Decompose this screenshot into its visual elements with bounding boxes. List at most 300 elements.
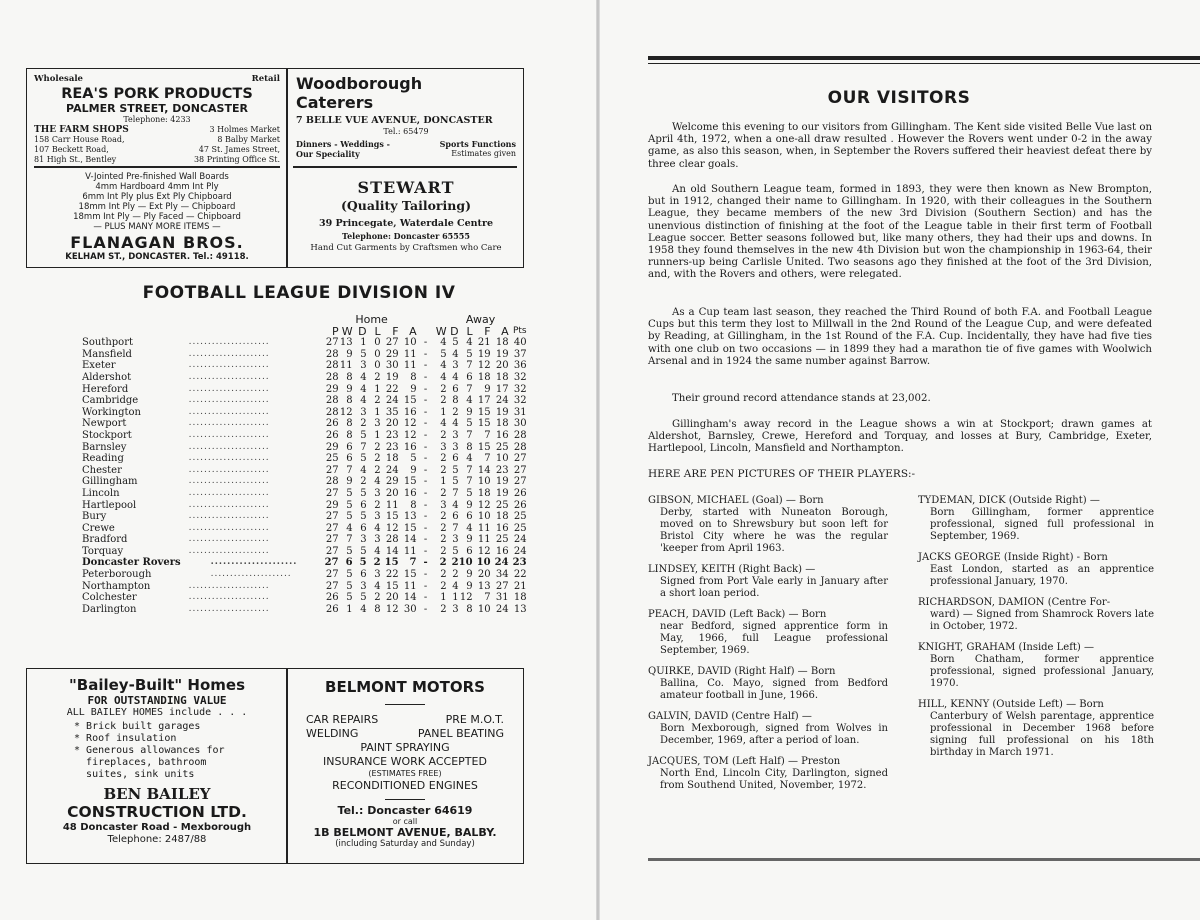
- stat-cell: 9: [410, 383, 417, 395]
- stat-cell: 2: [440, 545, 447, 557]
- stat-cell: 8: [346, 429, 353, 441]
- reas-name: REA'S PORK PRODUCTS: [61, 86, 253, 102]
- stat-cell: 2: [440, 522, 447, 534]
- visitors-away: [648, 419, 1152, 456]
- bailey-sub: FOR OUTSTANDING VALUE: [87, 694, 227, 707]
- stat-cell: 5: [360, 487, 367, 499]
- belmont-r4: INSURANCE WORK ACCEPTED: [323, 755, 487, 768]
- leader-dots: .....................: [210, 569, 292, 580]
- home-away-separator: -: [423, 569, 428, 581]
- stat-cell: 2: [440, 429, 447, 441]
- stat-cell: 15: [477, 441, 491, 453]
- leader-dots: .....................: [188, 511, 270, 522]
- leader-dots: .....................: [210, 557, 298, 568]
- flanagan-l6: — PLUS MANY MORE ITEMS —: [93, 222, 221, 232]
- stat-cell: 9: [466, 534, 473, 546]
- reas-shop-r3: 38 Printing Office St.: [193, 155, 280, 164]
- stat-cell: 10: [477, 511, 491, 523]
- top-ads-divider-h-left: [34, 166, 280, 168]
- stat-cell: 0: [374, 337, 381, 349]
- player-entry-body: Born Gillingham, former apprentice professional, signed full professional in September, 1969.: [930, 507, 1154, 542]
- stat-cell: 9: [466, 499, 473, 511]
- stat-cell: 5: [346, 511, 353, 523]
- reas-shop-l2: 81 High St., Bentley: [34, 155, 117, 164]
- belmont-title: BELMONT MOTORS: [325, 678, 485, 696]
- player-entry-body: near Bedford, signed apprentice form in May, 1966, full League professional September, 1969.: [660, 621, 888, 656]
- stat-cell: 3: [374, 418, 381, 430]
- bailey-bullet: * Roof insulation: [74, 733, 177, 744]
- stat-cell: 7: [466, 476, 473, 488]
- stat-cell: 6: [452, 453, 459, 465]
- team-name: Aldershot: [82, 371, 132, 383]
- stat-cell: 7: [484, 592, 491, 604]
- stat-cell: 28: [325, 371, 339, 383]
- leader-dots: .....................: [188, 348, 270, 359]
- league-title: FOOTBALL LEAGUE DIVISION IV: [142, 283, 456, 303]
- stat-cell: 24: [495, 603, 509, 615]
- stat-cell: 26: [325, 429, 339, 441]
- stat-cell: 4: [466, 522, 473, 534]
- stat-cell: 1: [346, 603, 353, 615]
- stat-cell: 6: [346, 453, 353, 465]
- reas-ad: [34, 74, 280, 165]
- col-header: D: [358, 324, 367, 338]
- stat-cell: 12: [385, 603, 399, 615]
- player-entry-head: HILL, KENNY (Outside Left) — Born: [918, 699, 1104, 710]
- stat-cell: 4: [452, 580, 459, 592]
- home-away-separator: -: [423, 383, 428, 395]
- stat-cell: 3: [360, 534, 367, 546]
- stat-cell: 3: [452, 429, 459, 441]
- league-row: [82, 581, 527, 593]
- stat-cell: 27: [325, 534, 339, 546]
- stat-cell: 11: [477, 534, 491, 546]
- stat-cell: 2: [360, 476, 367, 488]
- stat-cell: 2: [439, 557, 447, 569]
- leader-dots: .....................: [188, 603, 270, 614]
- stat-cell: 40: [513, 337, 527, 349]
- player-entry: [648, 666, 888, 702]
- visitors-record: [648, 393, 1152, 405]
- league-row: [82, 407, 527, 419]
- header-rule-thick: [648, 56, 1200, 60]
- stat-cell: 23: [495, 464, 509, 476]
- team-name: Gillingham: [82, 476, 138, 488]
- col-header: F: [392, 324, 399, 338]
- league-row: [82, 569, 527, 581]
- stat-cell: 20: [495, 360, 509, 372]
- belmont-r6: RECONDITIONED ENGINES: [332, 779, 478, 792]
- stat-cell: 15: [403, 476, 417, 488]
- stat-cell: 35: [385, 406, 399, 418]
- stat-cell: 16: [495, 429, 509, 441]
- stat-cell: 26: [513, 499, 527, 511]
- stat-cell: 2: [440, 383, 447, 395]
- leader-dots: .....................: [188, 592, 270, 603]
- stewart-tag: (Quality Tailoring): [341, 198, 471, 213]
- stat-cell: 29: [385, 348, 399, 360]
- stat-cell: 2: [452, 406, 459, 418]
- stat-cell: 28: [385, 534, 399, 546]
- stat-cell: 9: [466, 569, 473, 581]
- stat-cell: 7: [466, 464, 473, 476]
- stat-cell: 3: [452, 441, 459, 453]
- team-name: Stockport: [82, 429, 132, 441]
- leader-dots: .....................: [188, 464, 270, 475]
- stat-cell: 12: [403, 418, 417, 430]
- stat-cell: 21: [477, 337, 491, 349]
- woodborough-l1-right: Sports Functions: [439, 139, 516, 149]
- stat-cell: 25: [325, 453, 339, 465]
- stat-cell: 5: [360, 453, 367, 465]
- stat-cell: 10: [458, 557, 473, 569]
- stat-cell: 3: [360, 360, 367, 372]
- stat-cell: 3: [452, 534, 459, 546]
- stat-cell: 11: [403, 348, 417, 360]
- player-entry-body: Canterbury of Welsh parentage, apprentice professional in December 1968 before signing full professional on his 18th birthday in March 1971.: [930, 711, 1154, 758]
- player-entry-head: GIBSON, MICHAEL (Goal) — Born: [648, 495, 824, 506]
- home-away-separator: -: [423, 487, 428, 499]
- team-name: Workington: [82, 406, 141, 418]
- player-entry: [918, 597, 1154, 633]
- stat-cell: 10: [403, 337, 417, 349]
- stat-cell: 5: [466, 348, 473, 360]
- stat-cell: 28: [513, 441, 527, 453]
- stat-cell: 28: [513, 429, 527, 441]
- stat-cell: 6: [360, 522, 367, 534]
- leader-dots: .....................: [188, 487, 270, 498]
- stat-cell: 7: [409, 557, 417, 569]
- woodborough-name2: Caterers: [296, 93, 374, 112]
- player-entry-head: RICHARDSON, DAMION (Centre For-: [918, 597, 1111, 608]
- leader-dots: .....................: [188, 383, 270, 394]
- stat-cell: 27: [325, 464, 339, 476]
- stat-cell: 9: [410, 464, 417, 476]
- bailey-bullet: * Brick built garages: [74, 721, 201, 732]
- home-away-separator: -: [423, 337, 428, 349]
- stat-cell: 3: [374, 511, 381, 523]
- league-row: [82, 546, 527, 558]
- stat-cell: 2: [440, 534, 447, 546]
- stat-cell: 7: [466, 360, 473, 372]
- stat-cell: 4: [440, 337, 447, 349]
- leader-dots: .....................: [188, 499, 270, 510]
- stat-cell: 11: [403, 545, 417, 557]
- stat-cell: 19: [495, 487, 509, 499]
- stat-cell: 2: [440, 569, 447, 581]
- league-row: [82, 453, 527, 465]
- stat-cell: 2: [440, 580, 447, 592]
- league-row: [82, 384, 527, 396]
- leader-dots: .....................: [188, 453, 270, 464]
- leader-dots: .....................: [188, 337, 270, 348]
- leader-dots: .....................: [188, 395, 270, 406]
- stat-cell: 34: [495, 569, 509, 581]
- home-away-separator: -: [423, 395, 428, 407]
- player-entry-head: LINDSEY, KEITH (Right Back) —: [648, 564, 816, 575]
- col-header: A: [501, 324, 509, 338]
- league-row: [82, 360, 527, 372]
- player-entry-body: Born Mexborough, signed from Wolves in December, 1969, after a period of loan.: [660, 723, 888, 746]
- stat-cell: 8: [452, 395, 459, 407]
- stat-cell: 11: [339, 360, 353, 372]
- belmont-r2-left: WELDING: [306, 727, 359, 740]
- stat-cell: 5: [466, 487, 473, 499]
- stat-cell: 36: [513, 360, 527, 372]
- stat-cell: 6: [452, 511, 459, 523]
- league-row: [82, 511, 527, 523]
- home-away-separator: -: [423, 453, 428, 465]
- stat-cell: 25: [513, 522, 527, 534]
- stat-cell: 32: [513, 395, 527, 407]
- team-name: Doncaster Rovers: [82, 557, 181, 569]
- team-name: Crewe: [82, 522, 115, 534]
- stat-cell: 30: [513, 418, 527, 430]
- col-header: W: [341, 324, 353, 338]
- stat-cell: 4: [452, 348, 459, 360]
- woodborough-l1-left: Dinners - Weddings -: [296, 139, 390, 149]
- stat-cell: 20: [385, 592, 399, 604]
- league-table: [82, 314, 527, 615]
- stat-cell: 29: [325, 441, 339, 453]
- stat-cell: 5: [410, 453, 417, 465]
- player-entry: [918, 699, 1154, 759]
- stat-cell: 2: [374, 464, 381, 476]
- stat-cell: 3: [374, 569, 381, 581]
- stat-cell: 25: [513, 511, 527, 523]
- stat-cell: 18: [477, 487, 491, 499]
- team-name: Bury: [82, 511, 107, 523]
- stat-cell: 2: [374, 499, 381, 511]
- stat-cell: 23: [512, 557, 527, 569]
- stat-cell: 6: [466, 371, 473, 383]
- stat-cell: 4: [440, 418, 447, 430]
- stat-cell: 1: [440, 476, 447, 488]
- stat-cell: 27: [325, 511, 339, 523]
- stat-cell: 18: [495, 511, 509, 523]
- league-column-header-row: [82, 326, 527, 338]
- home-away-separator: -: [423, 418, 428, 430]
- flanagan-l3: 6mm Int Ply plus Ext Ply Chipboard: [82, 192, 232, 202]
- stat-cell: 19: [495, 476, 509, 488]
- league-home-label: Home: [355, 313, 388, 326]
- stat-cell: 26: [513, 487, 527, 499]
- home-away-separator: -: [423, 441, 428, 453]
- league-row: [82, 500, 527, 512]
- stat-cell: 25: [495, 499, 509, 511]
- leader-dots: .....................: [188, 406, 270, 417]
- belmont-tel: Tel.: Doncaster 64619: [337, 804, 473, 817]
- stat-cell: 27: [513, 453, 527, 465]
- stewart-ad: [293, 178, 519, 254]
- stat-cell: 27: [495, 580, 509, 592]
- stat-cell: 5: [346, 580, 353, 592]
- stat-cell: 26: [325, 592, 339, 604]
- stat-cell: 13: [477, 580, 491, 592]
- stat-cell: 17: [477, 395, 491, 407]
- stat-cell: 16: [495, 545, 509, 557]
- stat-cell: 19: [495, 348, 509, 360]
- stat-cell: 25: [495, 534, 509, 546]
- stat-cell: 3: [440, 499, 447, 511]
- stat-cell: 6: [360, 499, 367, 511]
- stat-cell: 4: [452, 418, 459, 430]
- league-row: [82, 534, 527, 546]
- player-entry: [648, 711, 888, 747]
- stat-cell: 11: [477, 522, 491, 534]
- stat-cell: 9: [346, 476, 353, 488]
- leader-dots: .....................: [188, 476, 270, 487]
- leader-dots: .....................: [188, 580, 270, 591]
- stat-cell: 7: [346, 464, 353, 476]
- stat-cell: 4: [360, 395, 367, 407]
- players-left-column: [648, 495, 888, 801]
- stat-cell: 5: [440, 348, 447, 360]
- stat-cell: 1: [374, 406, 381, 418]
- flanagan-l1: V-Jointed Pre-finished Wall Boards: [85, 172, 229, 182]
- stat-cell: 5: [360, 592, 367, 604]
- stat-cell: 30: [385, 360, 399, 372]
- stat-cell: 29: [325, 499, 339, 511]
- stat-cell: 3: [360, 406, 367, 418]
- stat-cell: 32: [513, 371, 527, 383]
- stat-cell: 5: [360, 511, 367, 523]
- home-away-separator: -: [423, 406, 428, 418]
- stat-cell: 28: [325, 476, 339, 488]
- stat-cell: 23: [385, 441, 399, 453]
- league-row: [82, 488, 527, 500]
- bailey-bullet: * Generous allowances for fireplaces, bathroom suites, sink units: [74, 745, 280, 781]
- visitors-p2: An old Southern League team, formed in 1893, they were then known as New Brompton, but in 1912, changed their name to Gillingham. In 1920, with their colleagues in the Southern League, they became members of the new 3rd Division (Southern Section) and has the unenvious distinction of finishing at the foot of the League table in their first term of Football League soccer. Better seasons followed but, like many others, they had their ups and downs. In 1958 they found themselves in the new 4th Division but won the championship in 1963-64, their runners-up being Carlisle United. Two seasons ago they finished at the foot of the 3rd Division, and, with the Rovers and others, were relegated.: [648, 184, 1152, 281]
- stat-cell: 18: [477, 371, 491, 383]
- stat-cell: 24: [495, 395, 509, 407]
- stat-cell: 3: [374, 487, 381, 499]
- home-away-separator: -: [423, 592, 428, 604]
- league-row: [82, 395, 527, 407]
- reas-street: PALMER STREET, DONCASTER: [66, 102, 248, 115]
- stat-cell: 1: [374, 429, 381, 441]
- stat-cell: 2: [440, 487, 447, 499]
- stat-cell: 7: [346, 534, 353, 546]
- stat-cell: 4: [374, 522, 381, 534]
- player-entry: [918, 495, 1154, 543]
- woodborough-tel: Tel.: 65479: [383, 127, 429, 136]
- stat-cell: 7: [452, 522, 459, 534]
- league-row: [82, 523, 527, 535]
- player-entry-head: GALVIN, DAVID (Centre Half) —: [648, 711, 812, 722]
- stat-cell: 5: [360, 545, 367, 557]
- stat-cell: 27: [325, 580, 339, 592]
- belmont-or-call: or call: [392, 817, 418, 826]
- belmont-rule: [385, 799, 425, 800]
- player-entry-head: QUIRKE, DAVID (Right Half) — Born: [648, 666, 836, 677]
- stat-cell: 14: [403, 592, 417, 604]
- stat-cell: 5: [360, 348, 367, 360]
- col-header: D: [450, 324, 459, 338]
- belmont-r1-right: PRE M.O.T.: [445, 713, 504, 726]
- stat-cell: 6: [452, 383, 459, 395]
- player-entry: [648, 609, 888, 657]
- player-entry-body: North End, Lincoln City, Darlington, signed from Southend United, November, 1972.: [660, 768, 888, 791]
- stat-cell: 15: [403, 522, 417, 534]
- stat-cell: 16: [403, 441, 417, 453]
- stat-cell: 4: [374, 580, 381, 592]
- visitors-p1: Welcome this evening to our visitors from Gillingham. The Kent side visited Belle Vue last on April 4th, 1972, when a one-all draw resulted . However the Rovers went under 0-2 in the away game, as also this season, when, in September the Rovers suffered their heaviest defeat there by three clear goals.: [648, 122, 1153, 170]
- stat-cell: 10: [477, 603, 491, 615]
- stat-cell: 12: [459, 592, 473, 604]
- stat-cell: 9: [346, 383, 353, 395]
- team-name: Mansfield: [82, 348, 132, 360]
- visitors-cup: [648, 307, 1152, 368]
- stat-cell: 20: [477, 569, 491, 581]
- bailey-bullet-text: Brick built garages: [86, 721, 201, 732]
- stat-cell: 19: [385, 371, 399, 383]
- home-away-separator: -: [423, 476, 428, 488]
- reas-wholesale: Wholesale: [34, 74, 83, 84]
- col-header: F: [484, 324, 491, 338]
- stat-cell: 3: [374, 534, 381, 546]
- stat-cell: 27: [324, 557, 339, 569]
- leader-dots: .....................: [188, 360, 270, 371]
- bailey-address: 48 Doncaster Road - Mexborough: [62, 822, 252, 833]
- bailey-incl: ALL BAILEY HOMES include . . .: [66, 707, 248, 718]
- stat-cell: 9: [466, 580, 473, 592]
- stat-cell: 15: [384, 557, 399, 569]
- home-away-separator: -: [423, 545, 428, 557]
- stat-cell: 28: [325, 395, 339, 407]
- flanagan-ad: [34, 172, 280, 263]
- stat-cell: 15: [385, 511, 399, 523]
- stat-cell: 8: [466, 441, 473, 453]
- home-away-separator: -: [423, 429, 428, 441]
- player-entry: [648, 495, 888, 555]
- visitors-history: [648, 184, 1152, 282]
- flanagan-address: KELHAM ST., DONCASTER. Tel.: 49118.: [65, 252, 249, 262]
- player-entry-body: Signed from Port Vale early in January after a short loan period.: [660, 576, 888, 599]
- stat-cell: 4: [466, 395, 473, 407]
- team-name: Hartlepool: [82, 499, 137, 511]
- stat-cell: 37: [513, 348, 527, 360]
- home-away-separator: -: [423, 580, 428, 592]
- team-name: Cambridge: [82, 395, 139, 407]
- league-row: [82, 337, 527, 349]
- player-entry-body: ward) — Signed from Shamrock Rovers late in October, 1972.: [930, 609, 1154, 632]
- stat-cell: 7: [484, 429, 491, 441]
- stat-cell: 13: [513, 603, 527, 615]
- stat-cell: 0: [374, 360, 381, 372]
- stat-cell: 24: [385, 464, 399, 476]
- league-row: [82, 442, 527, 454]
- stat-cell: 8: [466, 603, 473, 615]
- home-away-separator: -: [423, 499, 428, 511]
- stat-cell: 23: [385, 429, 399, 441]
- player-entry: [918, 642, 1154, 690]
- col-header: P: [331, 324, 339, 338]
- stat-cell: 6: [466, 511, 473, 523]
- stat-cell: 28: [325, 360, 339, 372]
- stat-cell: 5: [346, 569, 353, 581]
- belmont-r5: (ESTIMATES FREE): [368, 769, 442, 778]
- stat-cell: 15: [477, 406, 491, 418]
- stat-cell: 5: [346, 499, 353, 511]
- stat-cell: 26: [325, 418, 339, 430]
- leader-dots: .....................: [188, 441, 270, 452]
- stat-cell: 31: [513, 406, 527, 418]
- stat-cell: 30: [403, 603, 417, 615]
- stat-cell: 12: [385, 522, 399, 534]
- player-entry: [918, 552, 1154, 588]
- stat-cell: 12: [403, 429, 417, 441]
